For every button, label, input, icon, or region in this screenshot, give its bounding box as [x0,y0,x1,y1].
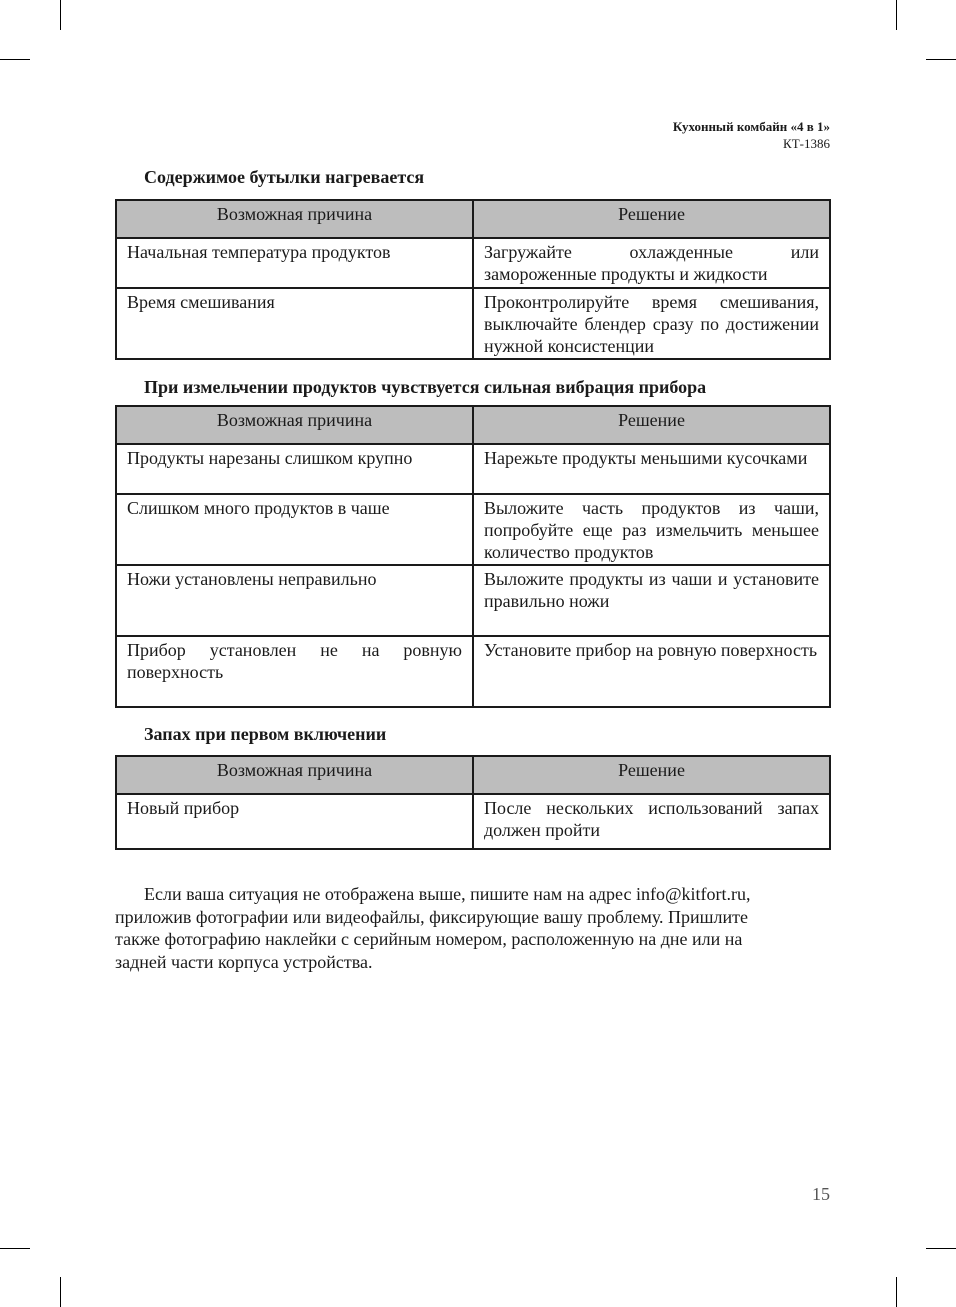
column-header-solution: Решение [473,200,830,238]
solution-cell: Выложите часть продуктов из чаши, попробуйте еще раз измельчить меньшее количество продуктов [473,494,830,565]
crop-mark [926,1248,956,1249]
column-header-cause: Возможная причина [116,200,473,238]
cause-cell: Слишком много продуктов в чаше [116,494,473,565]
crop-mark [896,1277,897,1307]
section-title: Запах при первом включении [144,724,387,744]
contact-paragraph [115,883,829,973]
paragraph-line: Если ваша ситуация не отображена выше, пишите нам на адрес info@kitfort.ru, [144,884,751,904]
table-row [116,565,830,636]
column-header-cause: Возможная причина [116,756,473,794]
paragraph-line: задней части корпуса устройства. [115,951,373,972]
solution-cell: После нескольких использований запах должен пройти [473,794,830,849]
table-row [116,636,830,707]
troubleshooting-table [115,199,831,360]
table-row [116,794,830,849]
product-model: КТ-1386 [783,136,830,151]
cause-cell: Прибор установлен не на ровную поверхность [116,636,473,707]
table-row [116,444,830,494]
section-title: Содержимое бутылки нагревается [144,167,425,187]
section-title: При измельчении продуктов чувствуется сильная вибрация прибора [144,377,707,397]
troubleshooting-table [115,405,831,708]
product-title: Кухонный комбайн «4 в 1» [672,119,830,134]
solution-cell: Установите прибор на ровную поверхность [473,636,830,707]
column-header-cause: Возможная причина [116,406,473,444]
cause-cell: Время смешивания [116,288,473,359]
solution-cell: Нарежьте продукты меньшими кусочками [473,444,830,494]
crop-mark [60,0,61,30]
cause-cell: Ножи установлены неправильно [116,565,473,636]
column-header-solution: Решение [473,406,830,444]
paragraph-line: также фотографию наклейки с серийным номером, расположенную на дне или на [115,929,743,949]
crop-mark [0,1248,30,1249]
table-row [116,288,830,359]
cause-cell: Начальная температура продуктов [116,238,473,288]
crop-mark [926,59,956,60]
solution-cell: Проконтролируйте время смешивания, выключайте блендер сразу по достижении нужной консистенции [473,288,830,359]
running-header [673,118,830,152]
column-header-solution: Решение [473,756,830,794]
crop-mark [0,59,30,60]
crop-mark [896,0,897,30]
cause-cell: Продукты нарезаны слишком крупно [116,444,473,494]
crop-mark [60,1277,61,1307]
cause-cell: Новый прибор [116,794,473,849]
paragraph-line: приложив фотографии или видеофайлы, фиксирующие вашу проблему. Пришлите [115,906,748,927]
table-row [116,494,830,565]
solution-cell: Выложите продукты из чаши и установите правильно ножи [473,565,830,636]
table-row [116,238,830,288]
solution-cell: Загружайте охлажденные или замороженные продукты и жидкости [473,238,830,288]
troubleshooting-table [115,755,831,850]
page-number: 15 [812,1184,830,1204]
